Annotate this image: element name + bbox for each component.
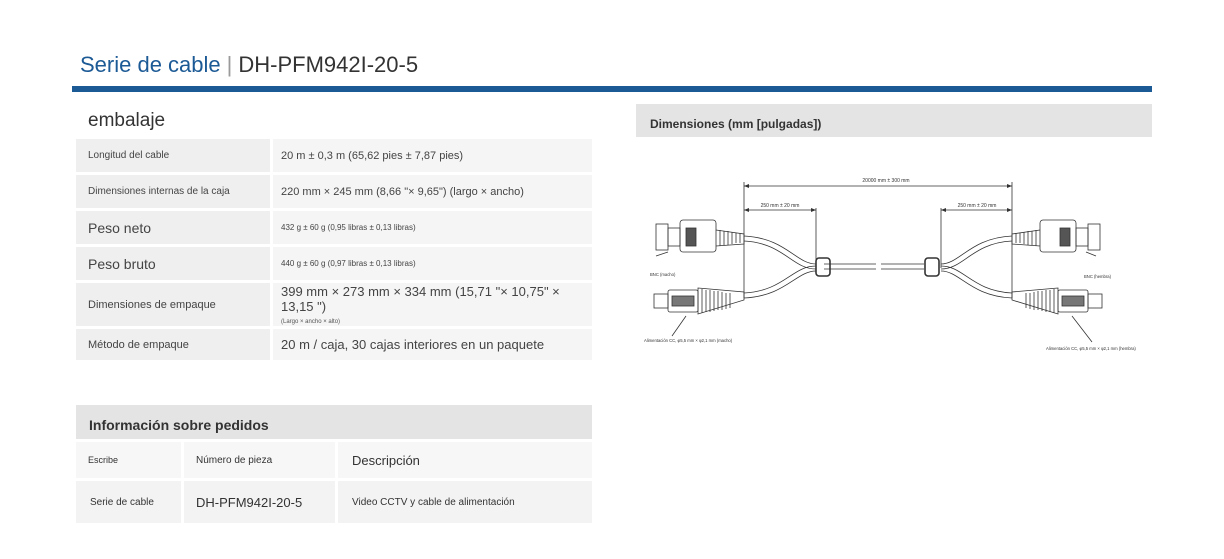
ordering-header — [76, 405, 592, 439]
ordering-title: Información sobre pedidos — [89, 417, 269, 433]
leader-line — [1072, 316, 1092, 342]
branch-cable — [744, 266, 816, 298]
row-value: 20 m / caja, 30 cajas interiores en un paquete — [273, 329, 592, 363]
bnc-connector-right — [1088, 224, 1100, 250]
splitter-right — [925, 258, 939, 276]
label-power-right: Alimentación CC, φ5,5 mm × φ2,1 mm (hembra) — [1046, 346, 1136, 351]
table-row — [76, 247, 592, 283]
series-name: Serie de cable — [80, 52, 221, 77]
row-label: Método de empaque — [76, 329, 273, 363]
row-value: 220 mm × 245 mm (8,66 "× 9,65") (largo × ancho) — [273, 175, 592, 211]
power-connector-right — [1088, 294, 1102, 308]
table-row — [76, 329, 592, 363]
header-cell-part: Número de pieza — [184, 439, 338, 478]
row-label: Peso neto — [76, 211, 273, 247]
table-row — [76, 175, 592, 211]
leader-line — [656, 252, 668, 256]
cell-part: DH-PFM942I-20-5 — [184, 478, 338, 523]
splitter-left — [816, 258, 830, 276]
branch-cable — [744, 236, 816, 269]
header-cell-description: Descripción — [338, 439, 592, 478]
page-header — [80, 52, 418, 78]
label-bnc-right: BNC (hembra) — [1084, 274, 1111, 279]
row-label: Dimensiones internas de la caja — [76, 175, 273, 211]
leader-line — [1086, 252, 1096, 256]
row-label: Peso bruto — [76, 247, 273, 283]
row-value-text: 399 mm × 273 mm × 334 mm (15,71 "× 10,75" × 13,15 ") — [281, 284, 560, 314]
label-power-left: Alimentación CC, φ5,5 mm × φ2,1 mm (macho) — [644, 338, 733, 343]
cable-drawing — [636, 160, 1152, 360]
row-value: 440 g ± 60 g (0,97 libras ± 0,13 libras) — [273, 247, 592, 283]
cell-type: Serie de cable — [76, 478, 184, 523]
row-value — [273, 283, 592, 329]
model-number: DH-PFM942I-20-5 — [238, 52, 419, 77]
row-value: 20 m ± 0,3 m (65,62 pies ± 7,87 pies) — [273, 139, 592, 175]
label-bnc-left: BNC (macho) — [650, 272, 676, 277]
packaging-title: embalaje — [88, 110, 166, 131]
row-value: 432 g ± 60 g (0,95 libras ± 0,13 libras) — [273, 211, 592, 247]
cell-description: Video CCTV y cable de alimentación — [338, 478, 592, 523]
label-total-length: 20000 mm ± 300 mm — [862, 178, 910, 184]
dimensions-title: Dimensiones (mm [pulgadas]) — [650, 117, 822, 131]
dimensions-header — [636, 104, 1152, 137]
label-branch-right: 250 mm ± 20 mm — [957, 203, 997, 209]
ordering-table — [76, 439, 592, 523]
bnc-connector-left — [656, 224, 668, 250]
table-row — [76, 139, 592, 175]
cable-drawing-svg — [636, 160, 1152, 360]
label-branch-left: 250 mm ± 20 mm — [760, 203, 800, 209]
table-row — [76, 478, 592, 523]
row-label: Dimensiones de empaque — [76, 283, 273, 329]
header-cell-type: Escribe — [76, 439, 184, 478]
main-cable — [824, 264, 924, 269]
table-row — [76, 283, 592, 329]
branch-cable — [941, 236, 1012, 269]
row-label: Longitud del cable — [76, 139, 273, 175]
header-rule — [72, 86, 1152, 92]
header-separator: | — [226, 52, 233, 77]
row-value-note: (Largo × ancho × alto) — [281, 319, 341, 325]
branch-cable — [941, 266, 1012, 298]
packaging-table — [76, 139, 592, 363]
table-header-row — [76, 439, 592, 478]
power-connector-left — [654, 294, 668, 308]
leader-line — [672, 316, 686, 336]
table-row — [76, 211, 592, 247]
